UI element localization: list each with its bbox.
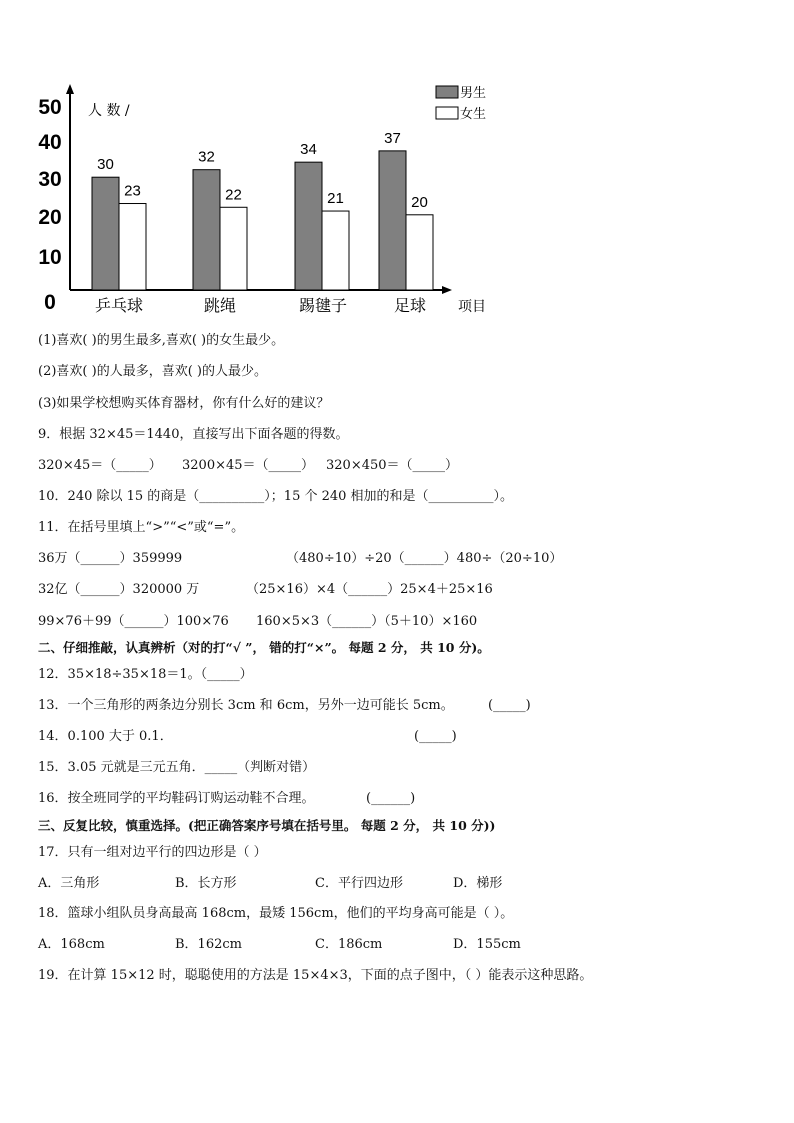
legend-label-female: 女生 [460,107,487,122]
bar-male [193,170,220,290]
x-axis-label: 项目 [458,299,486,315]
bar-value-label: 37 [384,129,401,147]
bar-value-label: 23 [124,182,141,200]
question-18-option-b: B．162cm [175,937,242,952]
bar-value-label: 21 [327,190,344,208]
question-9-c: 320×450＝（_____） [326,458,459,473]
question-18: 18．篮球小组队员身高最高 168cm，最矮 156cm，他们的平均身高可能是（ ）。 [38,906,514,921]
bar-value-label: 30 [97,156,114,174]
legend-swatch-female [436,107,458,119]
question-17-option-c: C．平行四边形 [315,876,403,891]
question-17-option-d: D．梯形 [453,876,503,891]
y-tick-label: 50 [38,96,62,119]
question-9: 9．根据 32×45＝1440，直接写出下面各题的得数。 [38,427,349,442]
category-label: 踢毽子 [298,296,348,315]
question-11-row3-a: 99×76＋99（______）100×76 [38,614,229,629]
question-8-2: (2)喜欢( )的人最多，喜欢( )的人最少。 [38,364,267,379]
bar-value-label: 34 [300,141,317,159]
question-17-option-b: B．长方形 [175,876,237,891]
legend-label-male: 男生 [460,86,487,101]
category-label: 跳绳 [203,296,237,315]
bar-value-label: 32 [198,148,215,166]
bar-chart [0,0,794,330]
bar-female [322,211,349,290]
question-13-blank: (_____) [488,698,531,713]
category-label: 乒乓球 [94,296,144,315]
question-8-3: (3)如果学校想购买体育器材，你有什么好的建议？ [38,396,330,411]
bar-female [119,204,146,290]
bar-male [295,162,322,290]
question-11-row1-a: 36万（______）359999 [38,551,183,566]
question-10: 10．240 除以 15 的商是（__________）；15 个 240 相加的和是（__________）。 [38,489,514,504]
bar-male [379,151,406,290]
question-11-row3-b: 160×5×3（______）（5＋10）×160 [256,614,478,629]
bar-male [92,177,119,290]
question-9-a: 320×45＝（_____） [38,458,162,473]
question-13: 13．一个三角形的两条边分别长 3cm 和 6cm，另外一边可能长 5cm。 [38,698,454,713]
question-17-option-a: A．三角形 [38,876,100,891]
question-18-option-d: D．155cm [453,937,521,952]
section-3-heading: 三、反复比较，慎重选择。(把正确答案序号填在括号里。 每题 2 分， 共 10 分)) [38,818,496,833]
bar-female [220,207,247,290]
question-18-option-a: A．168cm [38,937,105,952]
y-axis-arrow [66,84,74,94]
question-14-blank: (_____) [414,729,457,744]
bar-value-label: 20 [411,193,428,211]
question-15: 15．3.05 元就是三元五角．_____（判断对错） [38,760,316,775]
question-11-row2-b: （25×16）×4（______）25×4＋25×16 [246,582,493,597]
y-tick-label: 10 [38,246,62,269]
question-8-1: (1)喜欢( )的男生最多,喜欢( )的女生最少。 [38,333,285,348]
question-12: 12．35×18÷35×18＝1。（_____） [38,667,253,682]
y-tick-labels [38,96,61,314]
question-16: 16．按全班同学的平均鞋码订购运动鞋不合理。 [38,791,315,806]
question-14: 14．0.100 大于 0.1． [38,729,173,744]
question-11-row1-b: （480÷10）÷20（______）480÷（20÷10） [286,551,563,566]
y-tick-label: 20 [38,206,62,229]
category-label: 足球 [393,296,427,315]
question-19: 19．在计算 15×12 时，聪聪使用的方法是 15×4×3，下面的点子图中，（ ）能表示这种思路。 [38,968,593,983]
legend-swatch-male [436,86,458,98]
section-2-heading: 二、仔细推敲，认真辨析（对的打“√ ”， 错的打“×”。 每题 2 分， 共 10 分)。 [38,640,490,655]
question-17: 17．只有一组对边平行的四边形是（ ） [38,845,267,860]
question-11-row2-a: 32亿（______）320000 万 [38,582,200,597]
bar-female [406,215,433,290]
question-9-b: 3200×45＝（_____） [182,458,315,473]
bar-value-label: 22 [225,186,242,204]
y-axis-label: 人 数 / [88,103,130,119]
x-axis-arrow [442,286,452,294]
question-18-option-c: C．186cm [315,937,383,952]
question-16-blank: (______) [366,791,416,806]
y-tick-label: 0 [44,291,56,314]
y-tick-label: 30 [38,168,62,191]
y-tick-label: 40 [38,131,62,154]
question-11: 11．在括号里填上“>”“<”或“=”。 [38,520,245,535]
